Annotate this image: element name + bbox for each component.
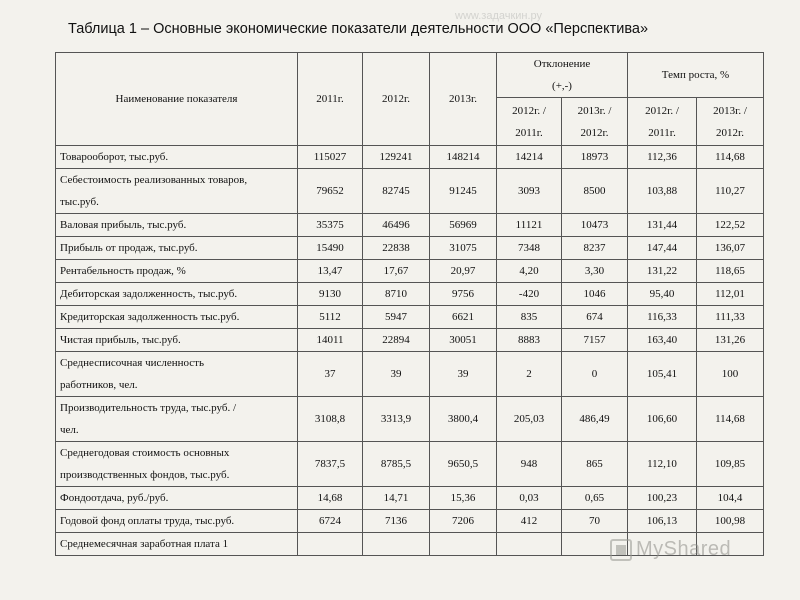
value-cell: 111,33 bbox=[697, 306, 764, 329]
table-row bbox=[56, 352, 764, 397]
value-cell: 148214 bbox=[430, 146, 497, 169]
value-cell: 110,27 bbox=[697, 169, 764, 214]
indicator-name-cell bbox=[56, 397, 298, 442]
value-cell: 17,67 bbox=[363, 260, 430, 283]
indicator-name-cell bbox=[56, 306, 298, 329]
indicator-name-cell bbox=[56, 260, 298, 283]
indicator-name-line: Себестоимость реализованных товаров, bbox=[60, 174, 248, 186]
table-body bbox=[56, 146, 764, 556]
value-cell: 7348 bbox=[497, 237, 562, 260]
value-cell: 5947 bbox=[363, 306, 430, 329]
indicator-name-line: Среднемесячная заработная плата 1 bbox=[60, 538, 229, 550]
value-cell: 163,40 bbox=[628, 329, 697, 352]
value-cell: 8883 bbox=[497, 329, 562, 352]
indicator-name-line: Среднегодовая стоимость основных bbox=[60, 447, 230, 459]
indicator-name-line: Чистая прибыль, тыс.руб. bbox=[60, 334, 181, 346]
value-cell: 112,10 bbox=[628, 442, 697, 487]
value-cell: 100,23 bbox=[628, 487, 697, 510]
header-year-2012: 2012г. bbox=[363, 53, 430, 146]
value-cell: 100 bbox=[697, 352, 764, 397]
indicator-name-cell bbox=[56, 283, 298, 306]
value-cell: 14,71 bbox=[363, 487, 430, 510]
value-cell: 109,85 bbox=[697, 442, 764, 487]
value-cell: 122,52 bbox=[697, 214, 764, 237]
value-cell: 31075 bbox=[430, 237, 497, 260]
value-cell: 3,30 bbox=[562, 260, 628, 283]
value-cell: 35375 bbox=[298, 214, 363, 237]
header-sub-deviation-2012-2011 bbox=[497, 98, 562, 146]
value-cell: 22838 bbox=[363, 237, 430, 260]
header-deviation-line2: (+,-) bbox=[552, 80, 572, 92]
value-cell: 15,36 bbox=[430, 487, 497, 510]
value-cell: 114,68 bbox=[697, 397, 764, 442]
value-cell: 118,65 bbox=[697, 260, 764, 283]
value-cell: 30051 bbox=[430, 329, 497, 352]
header-sub-line2: 2011г. bbox=[648, 126, 676, 139]
value-cell: 104,4 bbox=[697, 487, 764, 510]
header-sub-deviation-2013-2012 bbox=[562, 98, 628, 146]
value-cell: -420 bbox=[497, 283, 562, 306]
value-cell bbox=[497, 533, 562, 556]
table-row bbox=[56, 169, 764, 214]
header-sub-line2: 2011г. bbox=[515, 126, 543, 139]
indicator-name-line: производственных фондов, тыс.руб. bbox=[60, 469, 230, 481]
value-cell: 103,88 bbox=[628, 169, 697, 214]
table-row bbox=[56, 510, 764, 533]
header-year-2011: 2011г. bbox=[298, 53, 363, 146]
value-cell: 131,26 bbox=[697, 329, 764, 352]
value-cell: 7837,5 bbox=[298, 442, 363, 487]
value-cell: 3108,8 bbox=[298, 397, 363, 442]
header-deviation bbox=[497, 53, 628, 98]
value-cell: 131,44 bbox=[628, 214, 697, 237]
indicator-name-cell bbox=[56, 329, 298, 352]
value-cell: 70 bbox=[562, 510, 628, 533]
value-cell: 3800,4 bbox=[430, 397, 497, 442]
table-row bbox=[56, 487, 764, 510]
indicator-name-line: Фондоотдача, руб./руб. bbox=[60, 492, 169, 504]
value-cell: 412 bbox=[497, 510, 562, 533]
value-cell: 15490 bbox=[298, 237, 363, 260]
value-cell: 10473 bbox=[562, 214, 628, 237]
value-cell: 46496 bbox=[363, 214, 430, 237]
value-cell: 39 bbox=[430, 352, 497, 397]
value-cell: 205,03 bbox=[497, 397, 562, 442]
value-cell: 14214 bbox=[497, 146, 562, 169]
table-row bbox=[56, 237, 764, 260]
indicators-table bbox=[55, 52, 764, 556]
indicator-name-cell bbox=[56, 352, 298, 397]
value-cell: 865 bbox=[562, 442, 628, 487]
value-cell: 114,68 bbox=[697, 146, 764, 169]
value-cell: 5112 bbox=[298, 306, 363, 329]
value-cell: 0,65 bbox=[562, 487, 628, 510]
value-cell: 14,68 bbox=[298, 487, 363, 510]
indicator-name-line: Рентабельность продаж, % bbox=[60, 265, 186, 277]
value-cell: 106,60 bbox=[628, 397, 697, 442]
table-row bbox=[56, 329, 764, 352]
value-cell: 4,20 bbox=[497, 260, 562, 283]
value-cell: 82745 bbox=[363, 169, 430, 214]
table-row bbox=[56, 214, 764, 237]
value-cell: 3313,9 bbox=[363, 397, 430, 442]
table-row bbox=[56, 306, 764, 329]
indicator-name-line: Товарооборот, тыс.руб. bbox=[60, 151, 169, 163]
value-cell: 7136 bbox=[363, 510, 430, 533]
table-row bbox=[56, 146, 764, 169]
value-cell: 8500 bbox=[562, 169, 628, 214]
value-cell: 8785,5 bbox=[363, 442, 430, 487]
header-sub-growth-2013-2012 bbox=[697, 98, 764, 146]
table-row bbox=[56, 397, 764, 442]
table-row bbox=[56, 260, 764, 283]
header-sub-line2: 2012г. bbox=[716, 126, 745, 139]
value-cell: 18973 bbox=[562, 146, 628, 169]
indicator-name-line: Кредиторская задолженность тыс.руб. bbox=[60, 311, 240, 323]
header-row-top bbox=[56, 53, 764, 98]
indicator-name-line: Валовая прибыль, тыс.руб. bbox=[60, 219, 187, 231]
header-sub-line1: 2012г. / bbox=[645, 104, 679, 117]
value-cell: 11121 bbox=[497, 214, 562, 237]
value-cell: 129241 bbox=[363, 146, 430, 169]
myshared-logo bbox=[610, 538, 731, 561]
header-sub-growth-2012-2011 bbox=[628, 98, 697, 146]
header-deviation-line1: Отклонение bbox=[533, 58, 591, 70]
header-year-2013: 2013г. bbox=[430, 53, 497, 146]
value-cell: 100,98 bbox=[697, 510, 764, 533]
value-cell: 486,49 bbox=[562, 397, 628, 442]
value-cell: 105,41 bbox=[628, 352, 697, 397]
indicator-name-cell bbox=[56, 442, 298, 487]
indicator-name-line: чел. bbox=[60, 424, 79, 436]
table-row bbox=[56, 283, 764, 306]
indicator-name-line: Дебиторская задолженность, тыс.руб. bbox=[60, 288, 238, 300]
value-cell bbox=[363, 533, 430, 556]
indicator-name-line: работников, чел. bbox=[60, 379, 138, 391]
value-cell: 91245 bbox=[430, 169, 497, 214]
header-sub-line2: 2012г. bbox=[580, 126, 609, 139]
header-sub-line1: 2013г. / bbox=[713, 104, 747, 117]
value-cell bbox=[430, 533, 497, 556]
value-cell: 674 bbox=[562, 306, 628, 329]
indicator-name-cell bbox=[56, 214, 298, 237]
value-cell: 106,13 bbox=[628, 510, 697, 533]
indicator-name-line: тыс.руб. bbox=[60, 196, 99, 208]
value-cell: 20,97 bbox=[430, 260, 497, 283]
value-cell: 835 bbox=[497, 306, 562, 329]
value-cell: 131,22 bbox=[628, 260, 697, 283]
header-sub-line1: 2013г. / bbox=[577, 104, 612, 117]
value-cell: 115027 bbox=[298, 146, 363, 169]
value-cell: 39 bbox=[363, 352, 430, 397]
indicator-name-cell bbox=[56, 533, 298, 556]
header-indicator-name: Наименование показателя bbox=[56, 53, 298, 146]
value-cell: 9756 bbox=[430, 283, 497, 306]
value-cell: 56969 bbox=[430, 214, 497, 237]
indicator-name-cell bbox=[56, 237, 298, 260]
value-cell: 37 bbox=[298, 352, 363, 397]
watermark-url: www.задачкин.ру bbox=[455, 10, 543, 22]
value-cell: 948 bbox=[497, 442, 562, 487]
value-cell: 13,47 bbox=[298, 260, 363, 283]
indicator-name-line: Среднесписочная численность bbox=[60, 357, 205, 369]
value-cell: 95,40 bbox=[628, 283, 697, 306]
value-cell: 147,44 bbox=[628, 237, 697, 260]
value-cell: 8237 bbox=[562, 237, 628, 260]
value-cell: 9130 bbox=[298, 283, 363, 306]
indicators-table-wrapper bbox=[55, 52, 763, 556]
value-cell: 79652 bbox=[298, 169, 363, 214]
value-cell: 14011 bbox=[298, 329, 363, 352]
indicator-name-cell bbox=[56, 487, 298, 510]
indicator-name-cell bbox=[56, 146, 298, 169]
indicator-name-line: Годовой фонд оплаты труда, тыс.руб. bbox=[60, 515, 235, 527]
indicator-name-line: Прибыль от продаж, тыс.руб. bbox=[60, 242, 198, 254]
value-cell: 0 bbox=[562, 352, 628, 397]
value-cell bbox=[298, 533, 363, 556]
value-cell: 1046 bbox=[562, 283, 628, 306]
document-title: Таблица 1 – Основные экономические показатели деятельности ООО «Перспектива» bbox=[68, 21, 649, 37]
value-cell: 22894 bbox=[363, 329, 430, 352]
indicator-name-cell bbox=[56, 510, 298, 533]
value-cell: 6724 bbox=[298, 510, 363, 533]
value-cell: 112,36 bbox=[628, 146, 697, 169]
value-cell: 0,03 bbox=[497, 487, 562, 510]
table-row bbox=[56, 442, 764, 487]
header-sub-line1: 2012г. / bbox=[512, 104, 546, 117]
value-cell: 3093 bbox=[497, 169, 562, 214]
header-growth-rate: Темп роста, % bbox=[628, 53, 764, 98]
indicator-name-cell bbox=[56, 169, 298, 214]
value-cell: 8710 bbox=[363, 283, 430, 306]
value-cell: 116,33 bbox=[628, 306, 697, 329]
value-cell: 2 bbox=[497, 352, 562, 397]
value-cell: 9650,5 bbox=[430, 442, 497, 487]
logo-text: MyShared bbox=[636, 538, 732, 560]
indicator-name-line: Производительность труда, тыс.руб. / bbox=[60, 402, 237, 414]
value-cell: 136,07 bbox=[697, 237, 764, 260]
value-cell: 112,01 bbox=[697, 283, 764, 306]
value-cell: 7157 bbox=[562, 329, 628, 352]
value-cell: 7206 bbox=[430, 510, 497, 533]
presentation-icon bbox=[610, 539, 632, 561]
value-cell: 6621 bbox=[430, 306, 497, 329]
